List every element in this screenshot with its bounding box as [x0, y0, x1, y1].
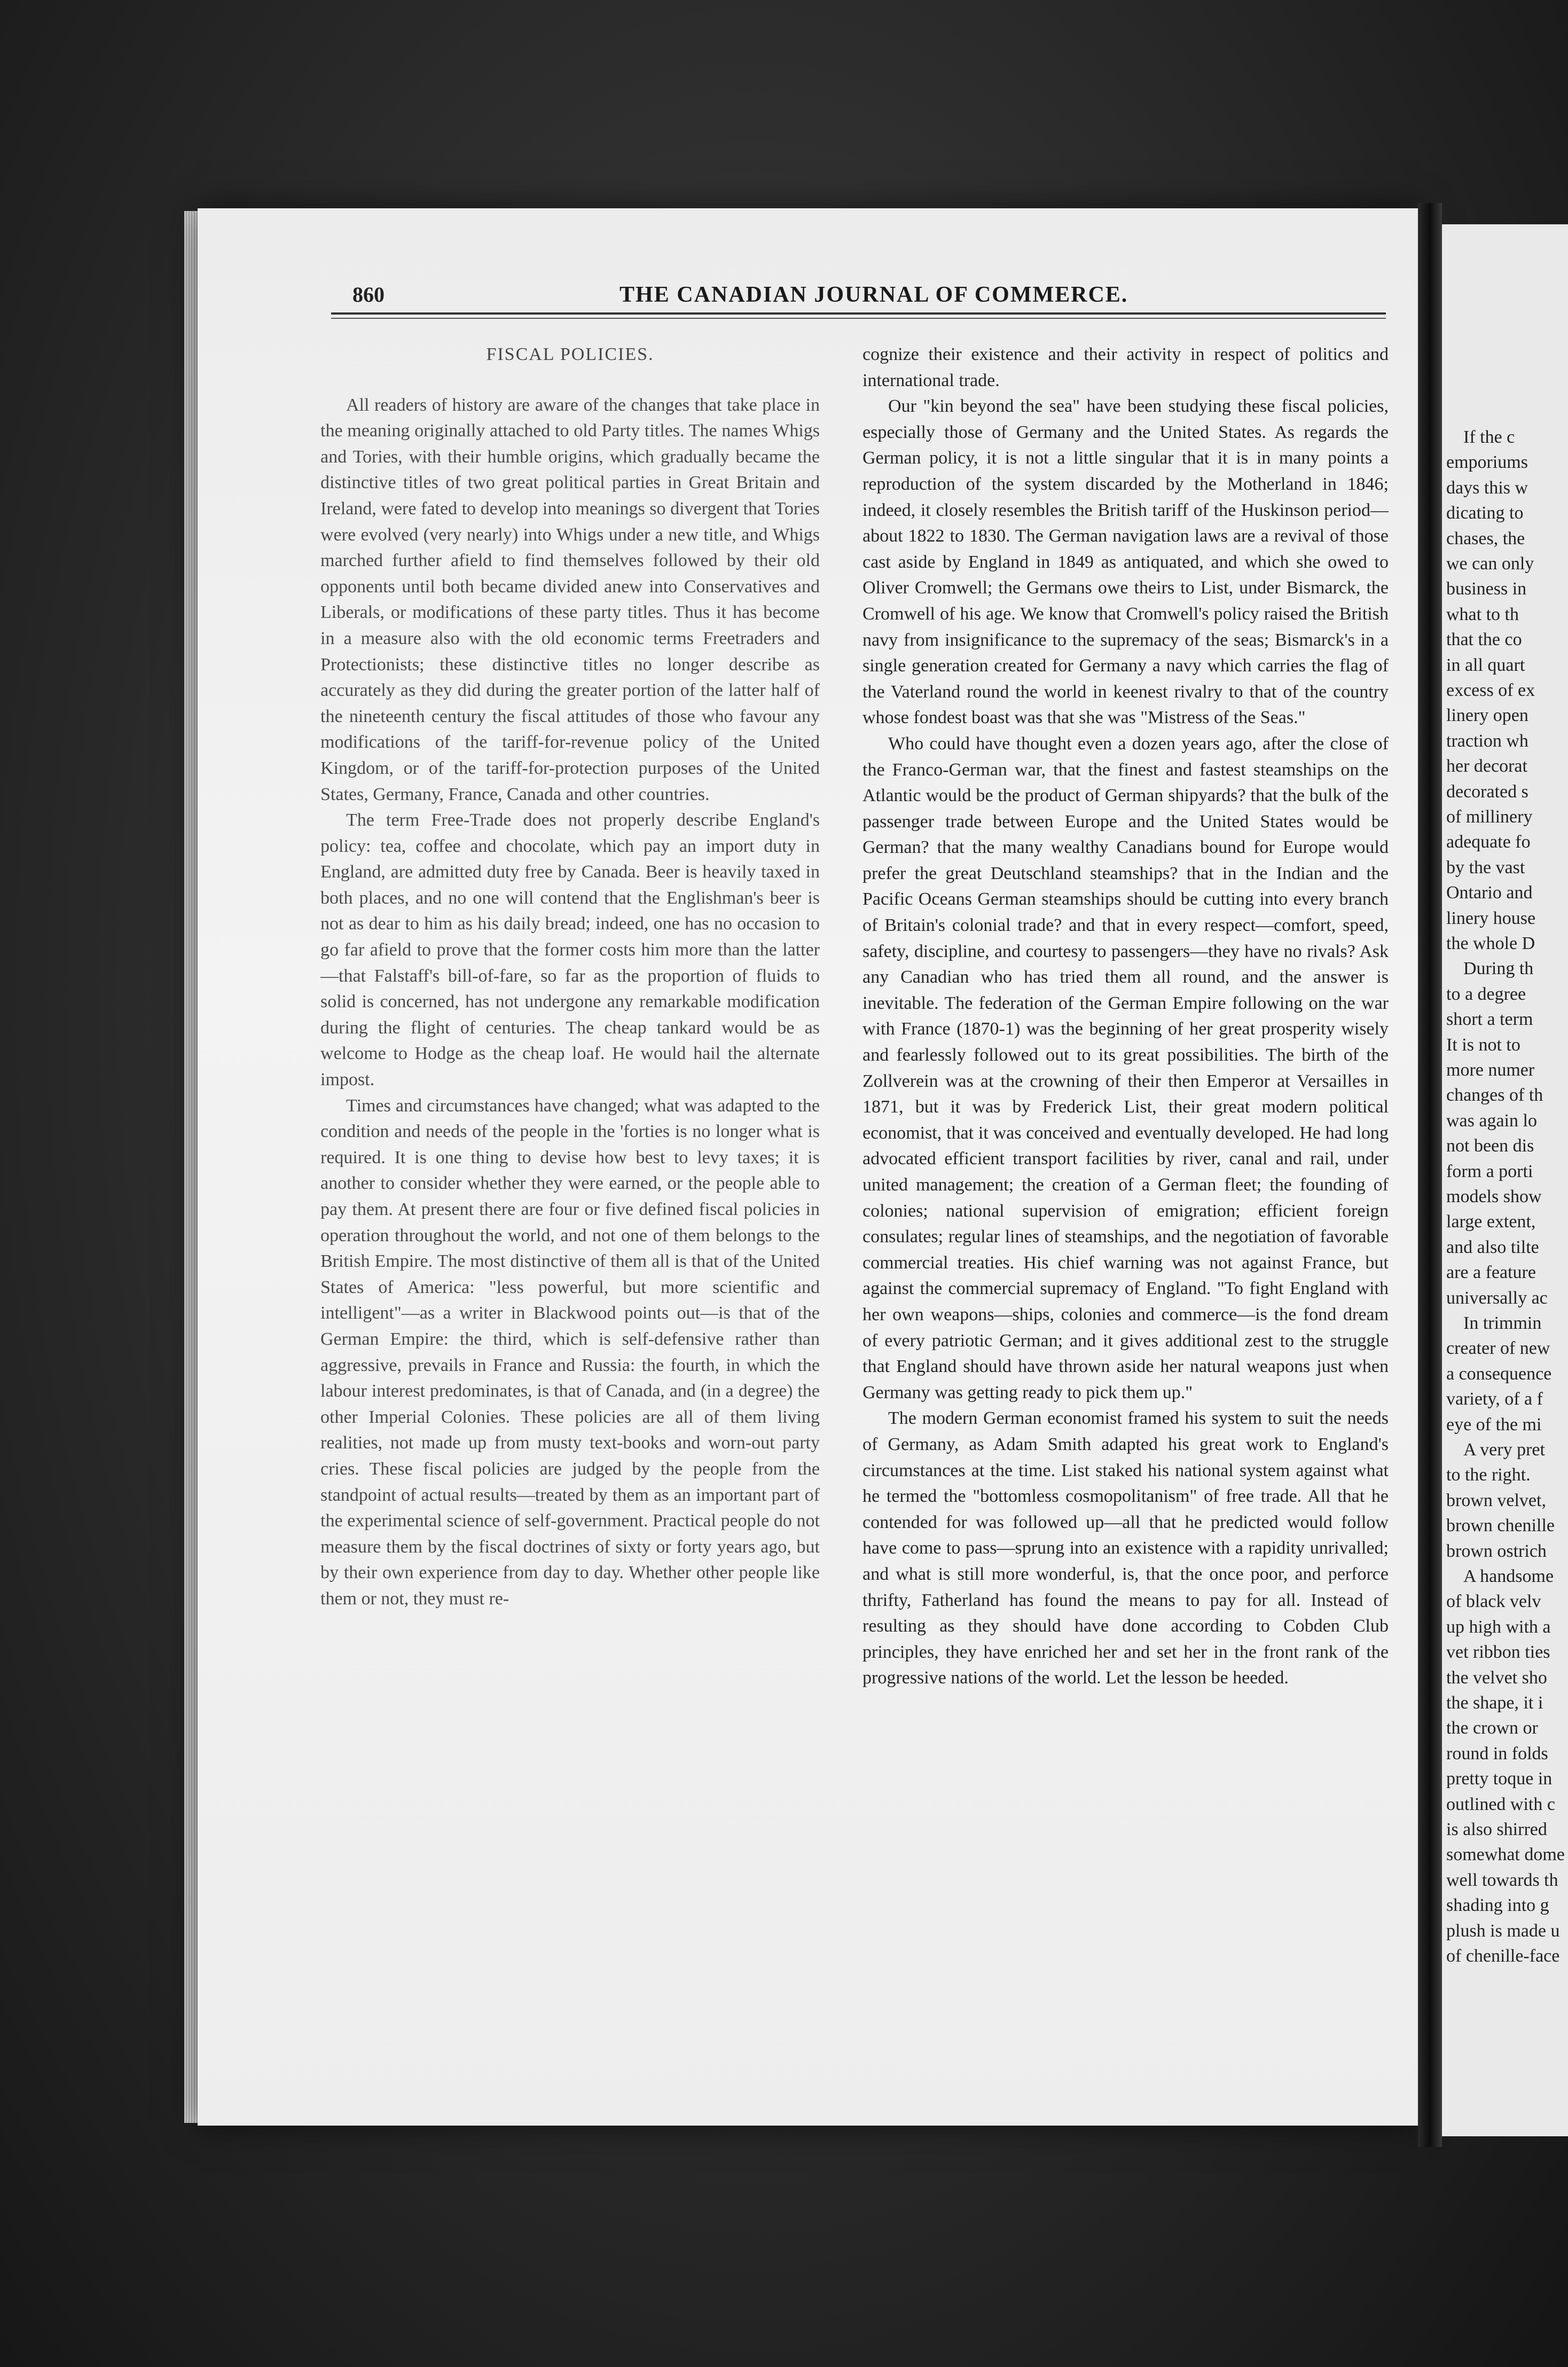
next-page-line: of black velv — [1446, 1592, 1541, 1612]
paragraph-continuation: cognize their existence and their activity in respect of politics and international trade. — [863, 344, 1389, 390]
next-page-line: dicating to — [1446, 503, 1524, 523]
next-page-line: that the co — [1446, 630, 1522, 650]
next-page-line: more numer — [1446, 1060, 1535, 1080]
page-header — [352, 278, 1386, 315]
next-page-line: round in folds — [1446, 1743, 1548, 1764]
next-page-line: and also tilte — [1446, 1237, 1539, 1257]
next-page-line: traction wh — [1446, 731, 1528, 751]
paragraph: Times and circumstances have changed; what was adapted to the condition and needs of the people in the 'forties is no longer what is required. It is one thing to devise how best to levy taxes; it is another to consider whether they were earned, or the people able to pay them. At present there are four or five defined fiscal policies in operation throughout the world, and not one of them belongs to the British Empire. The most distinctive of them all is that of the United States of America: "less powerful, but more scientific and intelligent"—as a writer in Blackwood points out—is that of the German Empire: the third, which is self-defensive rather than aggressive, prevails in France and Russia: the fourth, in which the labour interest predominates, is that of Canada, and (in a degree) the other Imperial Colonies. These policies are all of them living realities, not made up from musty text-books and worn-out party cries. These fiscal policies are judged by the people from the standpoint of actual results—treated by them as an important part of the experimental science of self-government. Practical people do not measure them by the fiscal doctrines of sixty or forty years ago, but by their own experience from day to day. Whether other people like them or not, they must re- — [320, 1095, 820, 1609]
next-page-line: creater of new — [1446, 1338, 1550, 1359]
next-page-line: adequate fo — [1446, 832, 1531, 852]
next-page-line: a consequence — [1446, 1363, 1552, 1384]
next-page-line: pretty toque in — [1446, 1769, 1553, 1789]
paragraph: Our "kin beyond the sea" have been studying these fiscal policies, especially those of Germany and the United States. As regards the German policy, it is not a little singular that it is in many points a reproduction of the system discarded by the Motherland in 1846; indeed, it closely resembles the British tariff of the Huskinson period—about 1822 to 1830. The German navigation laws are a revival of those cast aside by England in 1849 as antiquated, and which she owed to Oliver Cromwell; the Germans owe theirs to List, under Bismarck, the Cromwell of his age. We know that Cromwell's policy raised the British navy from insignificance to the supremacy of the seas; Bismarck's in a single generation created for Germany a navy which carries the flag of the Vaterland round the world in keenest rivalry to that of the country whose fondest boast was that she was "Mistress of the Seas." — [863, 396, 1389, 728]
next-page-line: plush is made u — [1446, 1921, 1560, 1941]
next-page-line: up high with a — [1446, 1617, 1551, 1637]
next-page-line: the whole D — [1446, 934, 1535, 953]
book-gutter — [1418, 203, 1442, 2147]
next-page-line: shading into g — [1446, 1895, 1549, 1916]
paragraph: The modern German economist framed his system to suit the needs of Germany, as Adam Smith adapted his great work to England's circumstances at the time. List staked his national system against what he termed the "bottomless cosmopolitanism" of free trade. All that he contended for was followed up—all that he predicted would follow have come to pass—sprung into an existence with a rapidity unrivalled; and what is still more wonderful, is, that the once poor, and perforce thrifty, Fatherland has found the means to pay for all. Instead of resulting as they should have done according to Cobden Club principles, they have enriched her and set her in the front rank of the progressive nations of the world. Let the lesson be heeded. — [863, 1408, 1389, 1688]
next-page-line: large extent, — [1446, 1212, 1536, 1232]
next-page-line: the velvet sho — [1446, 1667, 1547, 1688]
next-page-line: days this w — [1446, 477, 1528, 498]
next-page-line: the shape, it i — [1446, 1693, 1543, 1713]
next-page-line: chases, the — [1446, 528, 1525, 548]
left-column — [320, 342, 820, 2094]
next-page-line: what to th — [1446, 604, 1519, 624]
next-page-line: brown chenille — [1446, 1516, 1555, 1536]
next-page-line: During th — [1463, 959, 1534, 979]
next-page-line: brown velvet, — [1446, 1490, 1546, 1510]
paragraph: The term Free-Trade does not properly describe England's policy: tea, coffee and chocolate, which pay an import duty in England, are admitted duty free by Canada. Beer is heavily taxed in both places, and no one will contend that the Englishman's beer is not as dear to him as his daily bread; indeed, one has no occasion to go far afield to prove that the former costs him more than the latter—that Falstaff's bill-of-fare, so far as the proportion of fluids to solid is concerned, has not undergone any remarkable modification during the flight of centuries. The cheap tankard would be as welcome to Hodge as the cheap loaf. He would hail the alternate impost. — [320, 810, 820, 1090]
paragraph: All readers of history are aware of the changes that take place in the meaning originally attached to old Party titles. The names Whigs and Tories, with their humble origins, which gradually became the distinctive titles of two great political parties in Great Britain and Ireland, were fated to develop into meanings so divergent that Tories were evolved (very nearly) into Whigs under a new title, and Whigs marched further afield to find themselves followed by their old opponents until both became divided anew into Conservatives and Liberals, or modifications of these party titles. Thus it has become in a measure also with the old economic terms Freetraders and Protectionists; these distinctive titles no longer describe as accurately as they did during the greater portion of the latter half of the nineteenth century the fiscal attitudes of those who favour any modifications of the tariff-for-revenue policy of the United Kingdom, or of the tariff-for-protection purposes of the United States, Germany, France, Canada and other countries. — [320, 395, 820, 804]
next-page-line: A handsome — [1463, 1566, 1554, 1586]
next-page-line: was again lo — [1446, 1110, 1537, 1131]
next-page-line: changes of th — [1446, 1085, 1543, 1106]
next-page-line: we can only — [1446, 554, 1534, 574]
next-page-line: short a term — [1446, 1009, 1533, 1030]
next-page-line: variety, of a f — [1446, 1389, 1543, 1409]
header-rule-thin — [331, 318, 1386, 319]
next-page-line: If the c — [1463, 427, 1515, 447]
next-page-line: to the right. — [1446, 1465, 1531, 1485]
next-page-line: brown ostrich — [1446, 1541, 1547, 1561]
next-page-line: eye of the mi — [1446, 1414, 1542, 1435]
next-page-line: emporiums — [1446, 452, 1528, 473]
next-page-line: to a degree — [1446, 984, 1526, 1004]
paragraph: Who could have thought even a dozen years ago, after the close of the Franco-German war, that the finest and fastest steamships on the Atlantic would be the product of German shipyards? that the bulk of the passenger trade between Europe and the United States would be German? that the many wealthy Canadians bound for Europe would prefer the great Deutschland steamships? that in the Indian and the Pacific Oceans German steamships should be cutting into every branch of Britain's colonial trade? and that in every respect—comfort, speed, safety, discipline, and courtesy to passengers—they have no rivals? Ask any Canadian who has tried them all round, and the answer is inevitable. The federation of the German Empire following on the war with France (1870-1) was the beginning of her great prosperity wisely and fearlessly followed out to its great possibilities. The birth of the Zollverein was at the crowning of their then Emperor at Versailles in 1871, but it was by Frederick List, their great modern political economist, that it was conceived and eventually developed. He had long advocated efficient transport facilities by river, canal and rail, under united management; the creation of a German fleet; the founding of colonies; national supervision of emigration; efficient foreign consulates; regular lines of steamships, and the negotiation of favorable commercial treaties. His chief warning was not against France, but against the commercial supremacy of England. "To fight England with her own weapons—ships, colonies and commerce—is the fond dream of every patriotic German; and it gives additional zest to the struggle that England should have thrown aside her natural weapons just when Germany was getting ready to pick them up." — [863, 733, 1389, 1402]
next-page-line: models show — [1446, 1187, 1542, 1206]
next-page-line: business in — [1446, 579, 1527, 599]
next-page-line: decorated s — [1446, 781, 1528, 802]
next-page-line: In trimmin — [1463, 1313, 1542, 1333]
next-page-fragment — [1442, 224, 1568, 2136]
next-page-line: linery house — [1446, 908, 1536, 928]
next-page-line: linery open — [1446, 706, 1528, 726]
next-page-line: in all quart — [1446, 655, 1525, 675]
next-page-line: outlined with c — [1446, 1794, 1555, 1814]
next-page-line: universally ac — [1446, 1288, 1548, 1308]
article-title: FISCAL POLICIES. — [486, 344, 654, 364]
next-page-line: somewhat dome — [1446, 1845, 1565, 1865]
next-page-line: her decorat — [1446, 756, 1527, 777]
next-page-line: Ontario and — [1446, 883, 1533, 903]
right-column — [863, 342, 1389, 2094]
next-page-line: well towards th — [1446, 1870, 1558, 1890]
next-page-line: by the vast — [1446, 857, 1525, 877]
next-page-line: not been dis — [1446, 1136, 1534, 1156]
next-page-line: A very pret — [1463, 1440, 1545, 1460]
next-page-line: vet ribbon ties — [1446, 1642, 1550, 1663]
next-page-line: of millinery — [1446, 807, 1533, 827]
next-page-line: are a feature — [1446, 1263, 1536, 1283]
next-page-line: of chenille-face — [1446, 1946, 1560, 1966]
header-rule — [331, 312, 1386, 315]
next-page-line: the crown or — [1446, 1718, 1538, 1738]
next-page-line: excess of ex — [1446, 680, 1535, 700]
page-number: 860 — [352, 283, 385, 307]
next-page-line: form a porti — [1446, 1161, 1533, 1181]
next-page-line: It is not to — [1446, 1034, 1520, 1055]
running-title: THE CANADIAN JOURNAL OF COMMERCE. — [620, 283, 1128, 307]
next-page-line: is also shirred — [1446, 1820, 1547, 1839]
